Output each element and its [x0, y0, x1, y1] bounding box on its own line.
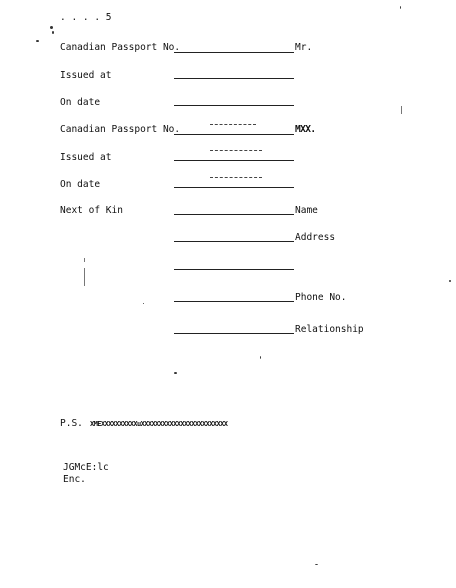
- page-number-header: . . . . 5: [60, 12, 112, 23]
- kin-address-blank-2: [174, 269, 294, 270]
- issued-2-label: Issued at: [60, 152, 112, 163]
- kin-relationship-label: Relationship: [295, 324, 364, 335]
- scan-speck: [36, 40, 39, 42]
- kin-name-blank: [174, 214, 294, 215]
- date-2-dashes: [210, 177, 262, 178]
- scan-speck: [400, 6, 401, 9]
- scan-mark: [84, 258, 85, 262]
- scan-speck: [52, 31, 54, 34]
- date-1-blank: [174, 105, 294, 106]
- enclosure-note: Enc.: [63, 474, 86, 485]
- next-of-kin-label: Next of Kin: [60, 205, 123, 216]
- issued-1-blank: [174, 78, 294, 79]
- kin-phone-blank: [174, 301, 294, 302]
- issued-2-dashes: [210, 150, 262, 151]
- passport-2-label: Canadian Passport No.: [60, 124, 181, 135]
- ps-struck-text: XMEXXXXXXXXXXuXXXXXXXXXXXXXXXXXXXXXXXX: [90, 420, 228, 428]
- scan-speck: [315, 564, 318, 565]
- ps-label: P.S.: [60, 418, 83, 429]
- passport-1-title: Mr.: [295, 42, 313, 53]
- scan-speck: [50, 26, 53, 29]
- kin-address-label: Address: [295, 232, 336, 243]
- passport-1-label: Canadian Passport No.: [60, 42, 181, 53]
- passport-2-title: MXX.: [295, 124, 316, 135]
- issued-2-blank: [174, 160, 294, 161]
- date-2-label: On date: [60, 179, 101, 190]
- scan-speck: [260, 356, 261, 359]
- scan-speck: [143, 303, 144, 304]
- kin-phone-label: Phone No.: [295, 292, 347, 303]
- scan-speck: [174, 372, 177, 374]
- kin-relationship-blank: [174, 333, 294, 334]
- passport-2-blank: [174, 134, 294, 135]
- scan-speck: [449, 280, 451, 282]
- scan-mark: [401, 106, 402, 114]
- kin-address-blank: [174, 241, 294, 242]
- date-2-blank: [174, 187, 294, 188]
- passport-1-blank: [174, 52, 294, 53]
- issued-1-label: Issued at: [60, 70, 112, 81]
- date-1-label: On date: [60, 97, 101, 108]
- passport-2-dashes: [210, 124, 256, 125]
- scan-mark: [84, 268, 85, 286]
- kin-name-label: Name: [295, 205, 318, 216]
- typist-initials: JGMcE:lc: [63, 462, 109, 473]
